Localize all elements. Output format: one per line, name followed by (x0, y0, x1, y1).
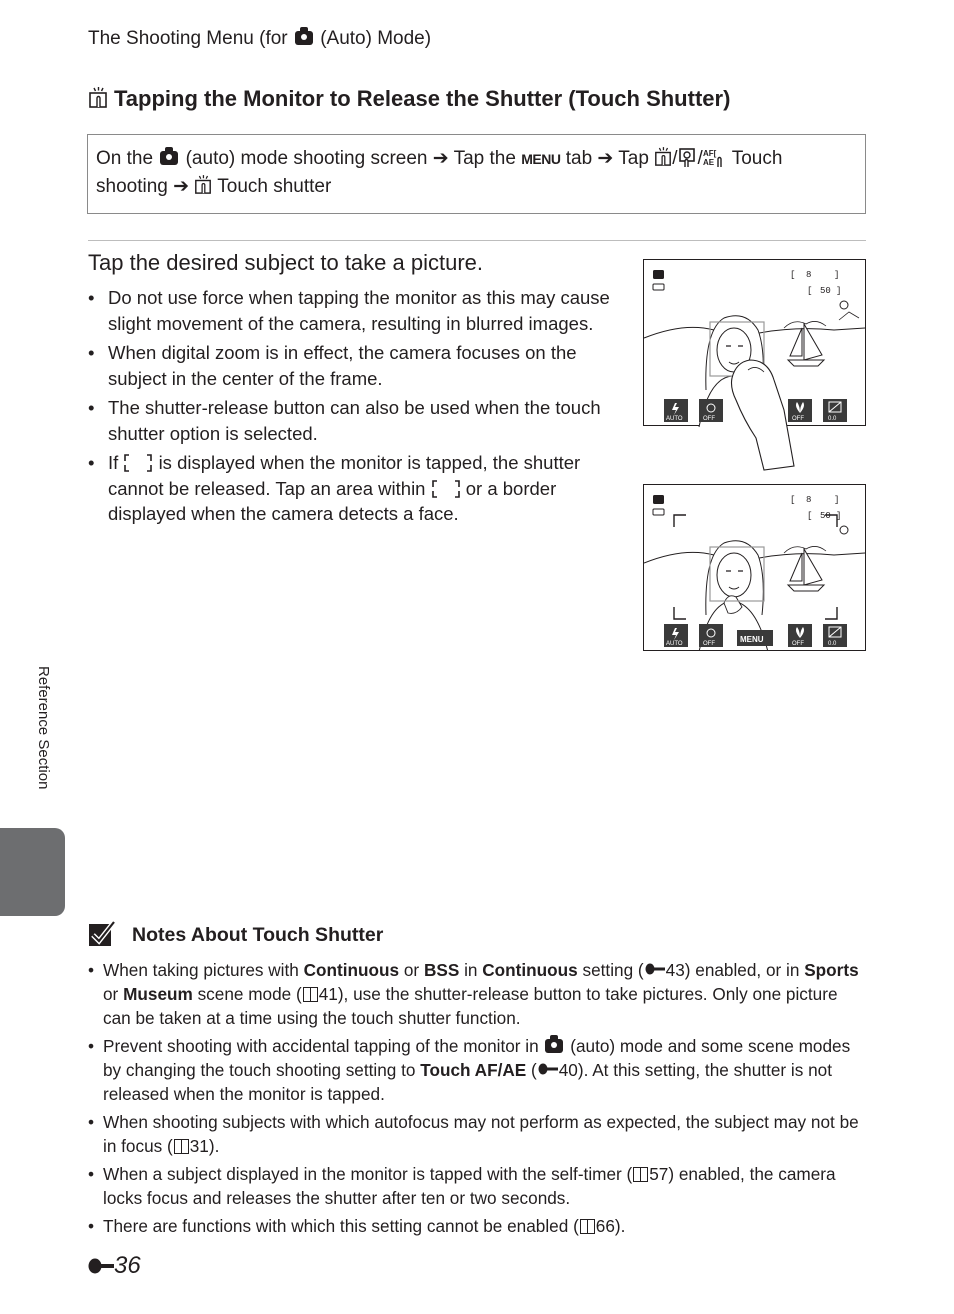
section-title (88, 86, 730, 112)
section-title-text: Tapping the Monitor to Release the Shutter (Touch Shutter) (114, 86, 731, 111)
focus-area-bracket-icon (674, 607, 686, 619)
battery-icon (653, 509, 664, 515)
camera-icon (160, 151, 178, 165)
svg-text:MENU: MENU (740, 635, 764, 644)
svg-text:]: ] (836, 511, 842, 521)
list-item: • Prevent shooting with accidental tapping of the monitor in (auto) mode and some scene modes by changing the touch shooting setting to Touch AF/AE ( 40). At this setting, the shutter is not released when the monitor is tapped. (88, 1034, 868, 1106)
camera-icon (545, 1039, 563, 1053)
flash-mode-button[interactable] (664, 624, 688, 647)
menu-glyph: MENU (521, 151, 561, 167)
notes-list (88, 958, 868, 1242)
page-reference-icon (580, 1219, 595, 1234)
macro-mode-button[interactable] (788, 624, 812, 647)
list-item: • The shutter-release button can also be used when the touch shutter option is selected. (88, 395, 613, 446)
camera-icon (653, 495, 664, 504)
page-reference-icon (633, 1167, 648, 1182)
svg-text:AUTO: AUTO (666, 641, 683, 647)
svg-text:AUTO: AUTO (666, 416, 683, 422)
camera-icon (295, 31, 313, 45)
battery-icon (653, 284, 664, 290)
subject-tracking-icon (677, 147, 697, 167)
focus-area-bracket-icon (825, 607, 837, 619)
side-tab (0, 828, 65, 916)
nav-part1: On the (96, 148, 154, 169)
list-item: • When digital zoom is in effect, the camera focuses on the subject in the center of the frame. (88, 340, 613, 391)
reference-section-icon (88, 1258, 114, 1274)
nav-part4: Touch (731, 148, 783, 169)
menu-path-box (87, 134, 866, 214)
touch-af-ae-icon (703, 147, 727, 167)
list-item: • When a subject displayed in the monitor is tapped with the self-timer ( 57) enabled, the camera locks focus and releases the shutter after ten or two seconds. (88, 1162, 868, 1210)
svg-text:0.0: 0.0 (828, 416, 837, 422)
divider (88, 240, 866, 241)
touch-shutter-icon (194, 175, 212, 195)
exposure-compensation-button[interactable] (823, 624, 847, 647)
list-item: • If is displayed when the monitor is tapped, the shutter cannot be released. Tap an area within or a border displayed when the camera detects a face. (88, 450, 613, 527)
list-item: • When shooting subjects with which autofocus may not perform as expected, the subject may not be in focus ( 31). (88, 1110, 868, 1158)
header-suffix: (Auto) Mode) (320, 28, 432, 49)
menu-path-text: On the (auto) mode shooting screen ➔ Tap the MENU tab ➔ Tap / / AF[ AE Touch shooting ➔ Touch shutter (96, 148, 783, 197)
svg-text:OFF: OFF (792, 416, 804, 422)
macro-mode-button[interactable] (788, 399, 812, 422)
reference-section-icon (538, 1063, 558, 1075)
touch-shutter-icon (88, 87, 108, 109)
exposures-remaining: 50 (820, 286, 831, 296)
monitor-scene (644, 260, 865, 470)
focus-area-bracket-icon (123, 454, 153, 472)
step-bullets (88, 285, 613, 531)
svg-text:AE: AE (702, 158, 714, 167)
svg-text:[: [ (807, 511, 813, 521)
touch-shutter-icon (654, 147, 672, 167)
exposure-compensation-button[interactable] (823, 399, 847, 422)
svg-text:OFF: OFF (792, 641, 804, 647)
page-reference-icon (174, 1139, 189, 1154)
svg-text:[: [ (807, 286, 813, 296)
reference-section-icon (645, 963, 665, 975)
camera-icon (653, 270, 664, 279)
monitor-scene (644, 485, 865, 650)
nav-part6: Touch shutter (217, 176, 332, 197)
nav-part2: (auto) mode shooting screen ➔ Tap the (185, 148, 516, 169)
notes-check-icon (88, 919, 116, 947)
svg-text:[: [ (790, 270, 796, 280)
vr-icon (840, 301, 848, 309)
svg-text:]: ] (836, 286, 842, 296)
menu-button[interactable] (737, 630, 773, 646)
svg-text:OFF: OFF (703, 416, 715, 422)
flash-mode-button[interactable] (664, 399, 688, 422)
camera-monitor-illustration-tap (643, 259, 866, 426)
svg-text:AF[: AF[ (702, 149, 717, 158)
image-size-readout: 8 (806, 270, 812, 280)
list-item: • Do not use force when tapping the monitor as this may cause slight movement of the camera, resulting in blurred images. (88, 285, 613, 336)
list-item: • There are functions with which this setting cannot be enabled ( 66). (88, 1214, 868, 1238)
svg-text:]: ] (834, 270, 840, 280)
self-timer-button[interactable] (699, 399, 723, 422)
step-heading: Tap the desired subject to take a picture. (88, 250, 484, 275)
svg-text:]: ] (834, 495, 840, 505)
nav-part3: tab ➔ Tap (565, 148, 649, 169)
svg-text:OFF: OFF (703, 641, 715, 647)
camera-monitor-illustration-result (643, 484, 866, 651)
image-size-readout: 8 (806, 495, 812, 505)
focus-area-bracket-icon (431, 480, 461, 498)
notes-title: Notes About Touch Shutter (132, 924, 384, 946)
exposures-remaining: 50 (820, 511, 831, 521)
side-tab-label: Reference Section (35, 666, 52, 790)
nav-part5: shooting ➔ (96, 176, 190, 197)
list-item: • When taking pictures with Continuous or BSS in Continuous setting ( 43) enabled, or in Sports or Museum scene mode ( 41), use the shutter-release button to take pictures. Only one picture can be taken at a time using the touch shutter function. (88, 958, 868, 1030)
vr-icon (840, 526, 848, 534)
header-prefix: The Shooting Menu (for (88, 28, 288, 49)
page-number: 36 (88, 1252, 141, 1280)
svg-text:0.0: 0.0 (828, 641, 837, 647)
running-header (88, 28, 431, 50)
page-reference-icon (303, 987, 318, 1002)
self-timer-button[interactable] (699, 624, 723, 647)
focus-area-bracket-icon (674, 515, 686, 527)
svg-text:[: [ (790, 495, 796, 505)
